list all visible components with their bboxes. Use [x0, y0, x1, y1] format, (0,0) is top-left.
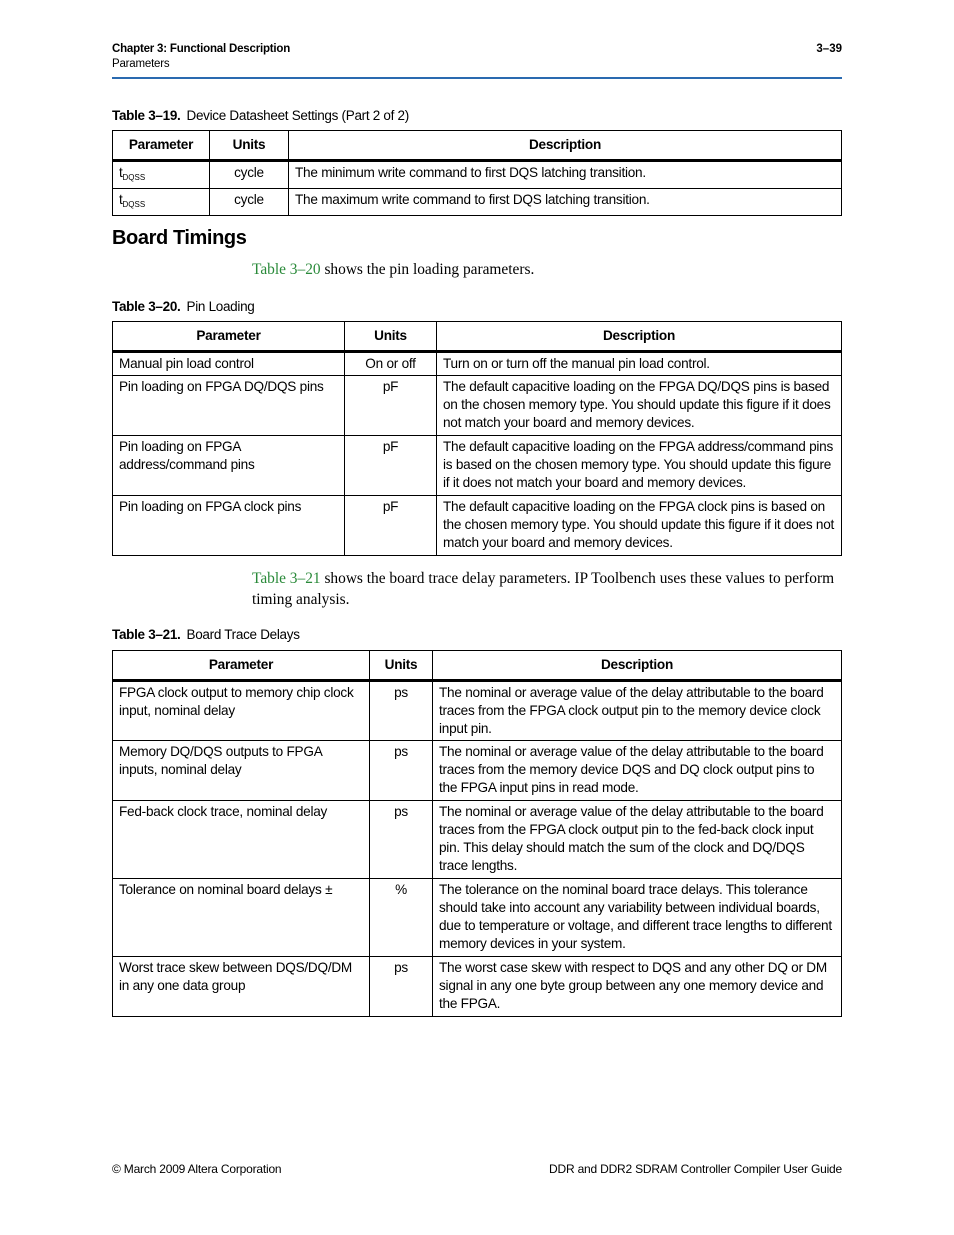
- table20-title: Pin Loading: [186, 299, 255, 314]
- column-header: Parameter: [113, 322, 345, 352]
- param-cell: Pin loading on FPGA clock pins: [113, 496, 345, 556]
- table-row: [113, 741, 842, 801]
- units-cell: ps: [370, 957, 433, 1017]
- section-heading: Board Timings: [112, 227, 247, 249]
- table21-label: Table 3–21.: [112, 627, 181, 642]
- table19-label: Table 3–19.: [112, 108, 181, 123]
- column-header: Units: [210, 131, 289, 161]
- description-cell: The nominal or average value of the delay attributable to the board traces from the FPGA clock output pin to the memory device clock input pin.: [433, 681, 842, 741]
- units-cell: cycle: [210, 161, 289, 189]
- table-row: [113, 496, 842, 556]
- table-row: [113, 957, 842, 1017]
- description-cell: The maximum write command to first DQS latching transition.: [289, 189, 842, 216]
- chapter-title: Chapter 3: Functional Description: [112, 43, 291, 55]
- param-cell: Memory DQ/DQS outputs to FPGA inputs, nominal delay: [113, 741, 370, 801]
- footer-guide-title: DDR and DDR2 SDRAM Controller Compiler User Guide: [549, 1162, 842, 1176]
- column-header: Description: [289, 131, 842, 161]
- description-cell: The minimum write command to first DQS latching transition.: [289, 161, 842, 189]
- table-row: [113, 189, 842, 216]
- table-3-20-link[interactable]: Table 3–20: [252, 261, 321, 278]
- units-cell: %: [370, 879, 433, 957]
- table-row: [113, 376, 842, 436]
- description-cell: The worst case skew with respect to DQS and any other DQ or DM signal in any one byte group between any one memory device and the FPGA.: [433, 957, 842, 1017]
- column-header: Parameter: [113, 651, 370, 681]
- table-row: [113, 681, 842, 741]
- description-cell: The default capacitive loading on the FPGA address/command pins is based on the chosen memory type. You should update this figure if it does not match your board and memory devices.: [437, 436, 842, 496]
- intro-paragraph-1: Table 3–20 shows the pin loading parameters.: [252, 261, 535, 278]
- column-header: Parameter: [113, 131, 210, 161]
- units-cell: pF: [345, 436, 437, 496]
- table20-label: Table 3–20.: [112, 299, 181, 314]
- param-cell: Worst trace skew between DQS/DQ/DM in any one data group: [113, 957, 370, 1017]
- column-header: Units: [345, 322, 437, 352]
- param-cell: $t_{DQSS}$: [113, 161, 210, 189]
- table-row: [113, 879, 842, 957]
- table21-caption: [112, 627, 300, 642]
- units-cell: pF: [345, 496, 437, 556]
- table19: [112, 130, 842, 216]
- param-cell: Pin loading on FPGA address/command pins: [113, 436, 345, 496]
- description-cell: The default capacitive loading on the FPGA DQ/DQS pins is based on the chosen memory type. You should update this figure if it does not match your board and memory devices.: [437, 376, 842, 436]
- column-header: Description: [437, 322, 842, 352]
- column-header: Description: [433, 651, 842, 681]
- param-cell: FPGA clock output to memory chip clock input, nominal delay: [113, 681, 370, 741]
- description-cell: The nominal or average value of the delay attributable to the board traces from the memory device DQS and DQ clock output pins to the FPGA input pins in read mode.: [433, 741, 842, 801]
- param-cell: Tolerance on nominal board delays ±: [113, 879, 370, 957]
- page-number: 3–39: [816, 43, 842, 55]
- table20: [112, 321, 842, 556]
- units-cell: pF: [345, 376, 437, 436]
- table-row: [113, 352, 842, 376]
- table-3-21-link[interactable]: Table 3–21: [252, 570, 321, 587]
- table-row: [113, 161, 842, 189]
- param-cell: Pin loading on FPGA DQ/DQS pins: [113, 376, 345, 436]
- column-header: Units: [370, 651, 433, 681]
- intro-paragraph-2: Table 3–21 shows the board trace delay parameters. IP Toolbench uses these values to perform timing analysis.: [252, 570, 835, 608]
- units-cell: On or off: [345, 352, 437, 376]
- description-cell: The default capacitive loading on the FPGA clock pins is based on the chosen memory type. You should update this figure if it does not match your board and memory devices.: [437, 496, 842, 556]
- header-rule: [112, 77, 842, 79]
- param-cell: Fed-back clock trace, nominal delay: [113, 801, 370, 879]
- table-row: [113, 436, 842, 496]
- footer-copyright: © March 2009 Altera Corporation: [112, 1162, 282, 1176]
- table21-title: Board Trace Delays: [186, 627, 300, 642]
- table19-caption: [112, 108, 409, 123]
- section-subtitle: Parameters: [112, 58, 170, 70]
- description-cell: The tolerance on the nominal board trace delays. This tolerance should take into account any variability between individual boards, due to temperature or voltage, and different trace lengths to different memory devices in your system.: [433, 879, 842, 957]
- table-row: [113, 801, 842, 879]
- units-cell: cycle: [210, 189, 289, 216]
- description-cell: The nominal or average value of the delay attributable to the board traces from the FPGA clock output pin to the fed-back clock input pin. This delay should match the sum of the clock and DQ/DQS trace lengths.: [433, 801, 842, 879]
- param-cell: Manual pin load control: [113, 352, 345, 376]
- description-cell: Turn on or turn off the manual pin load control.: [437, 352, 842, 376]
- table21: [112, 650, 842, 1017]
- units-cell: ps: [370, 801, 433, 879]
- units-cell: ps: [370, 741, 433, 801]
- units-cell: ps: [370, 681, 433, 741]
- param-cell: $t_{DQSS}$: [113, 189, 210, 216]
- table20-caption: [112, 299, 255, 314]
- table19-title: Device Datasheet Settings (Part 2 of 2): [186, 108, 409, 123]
